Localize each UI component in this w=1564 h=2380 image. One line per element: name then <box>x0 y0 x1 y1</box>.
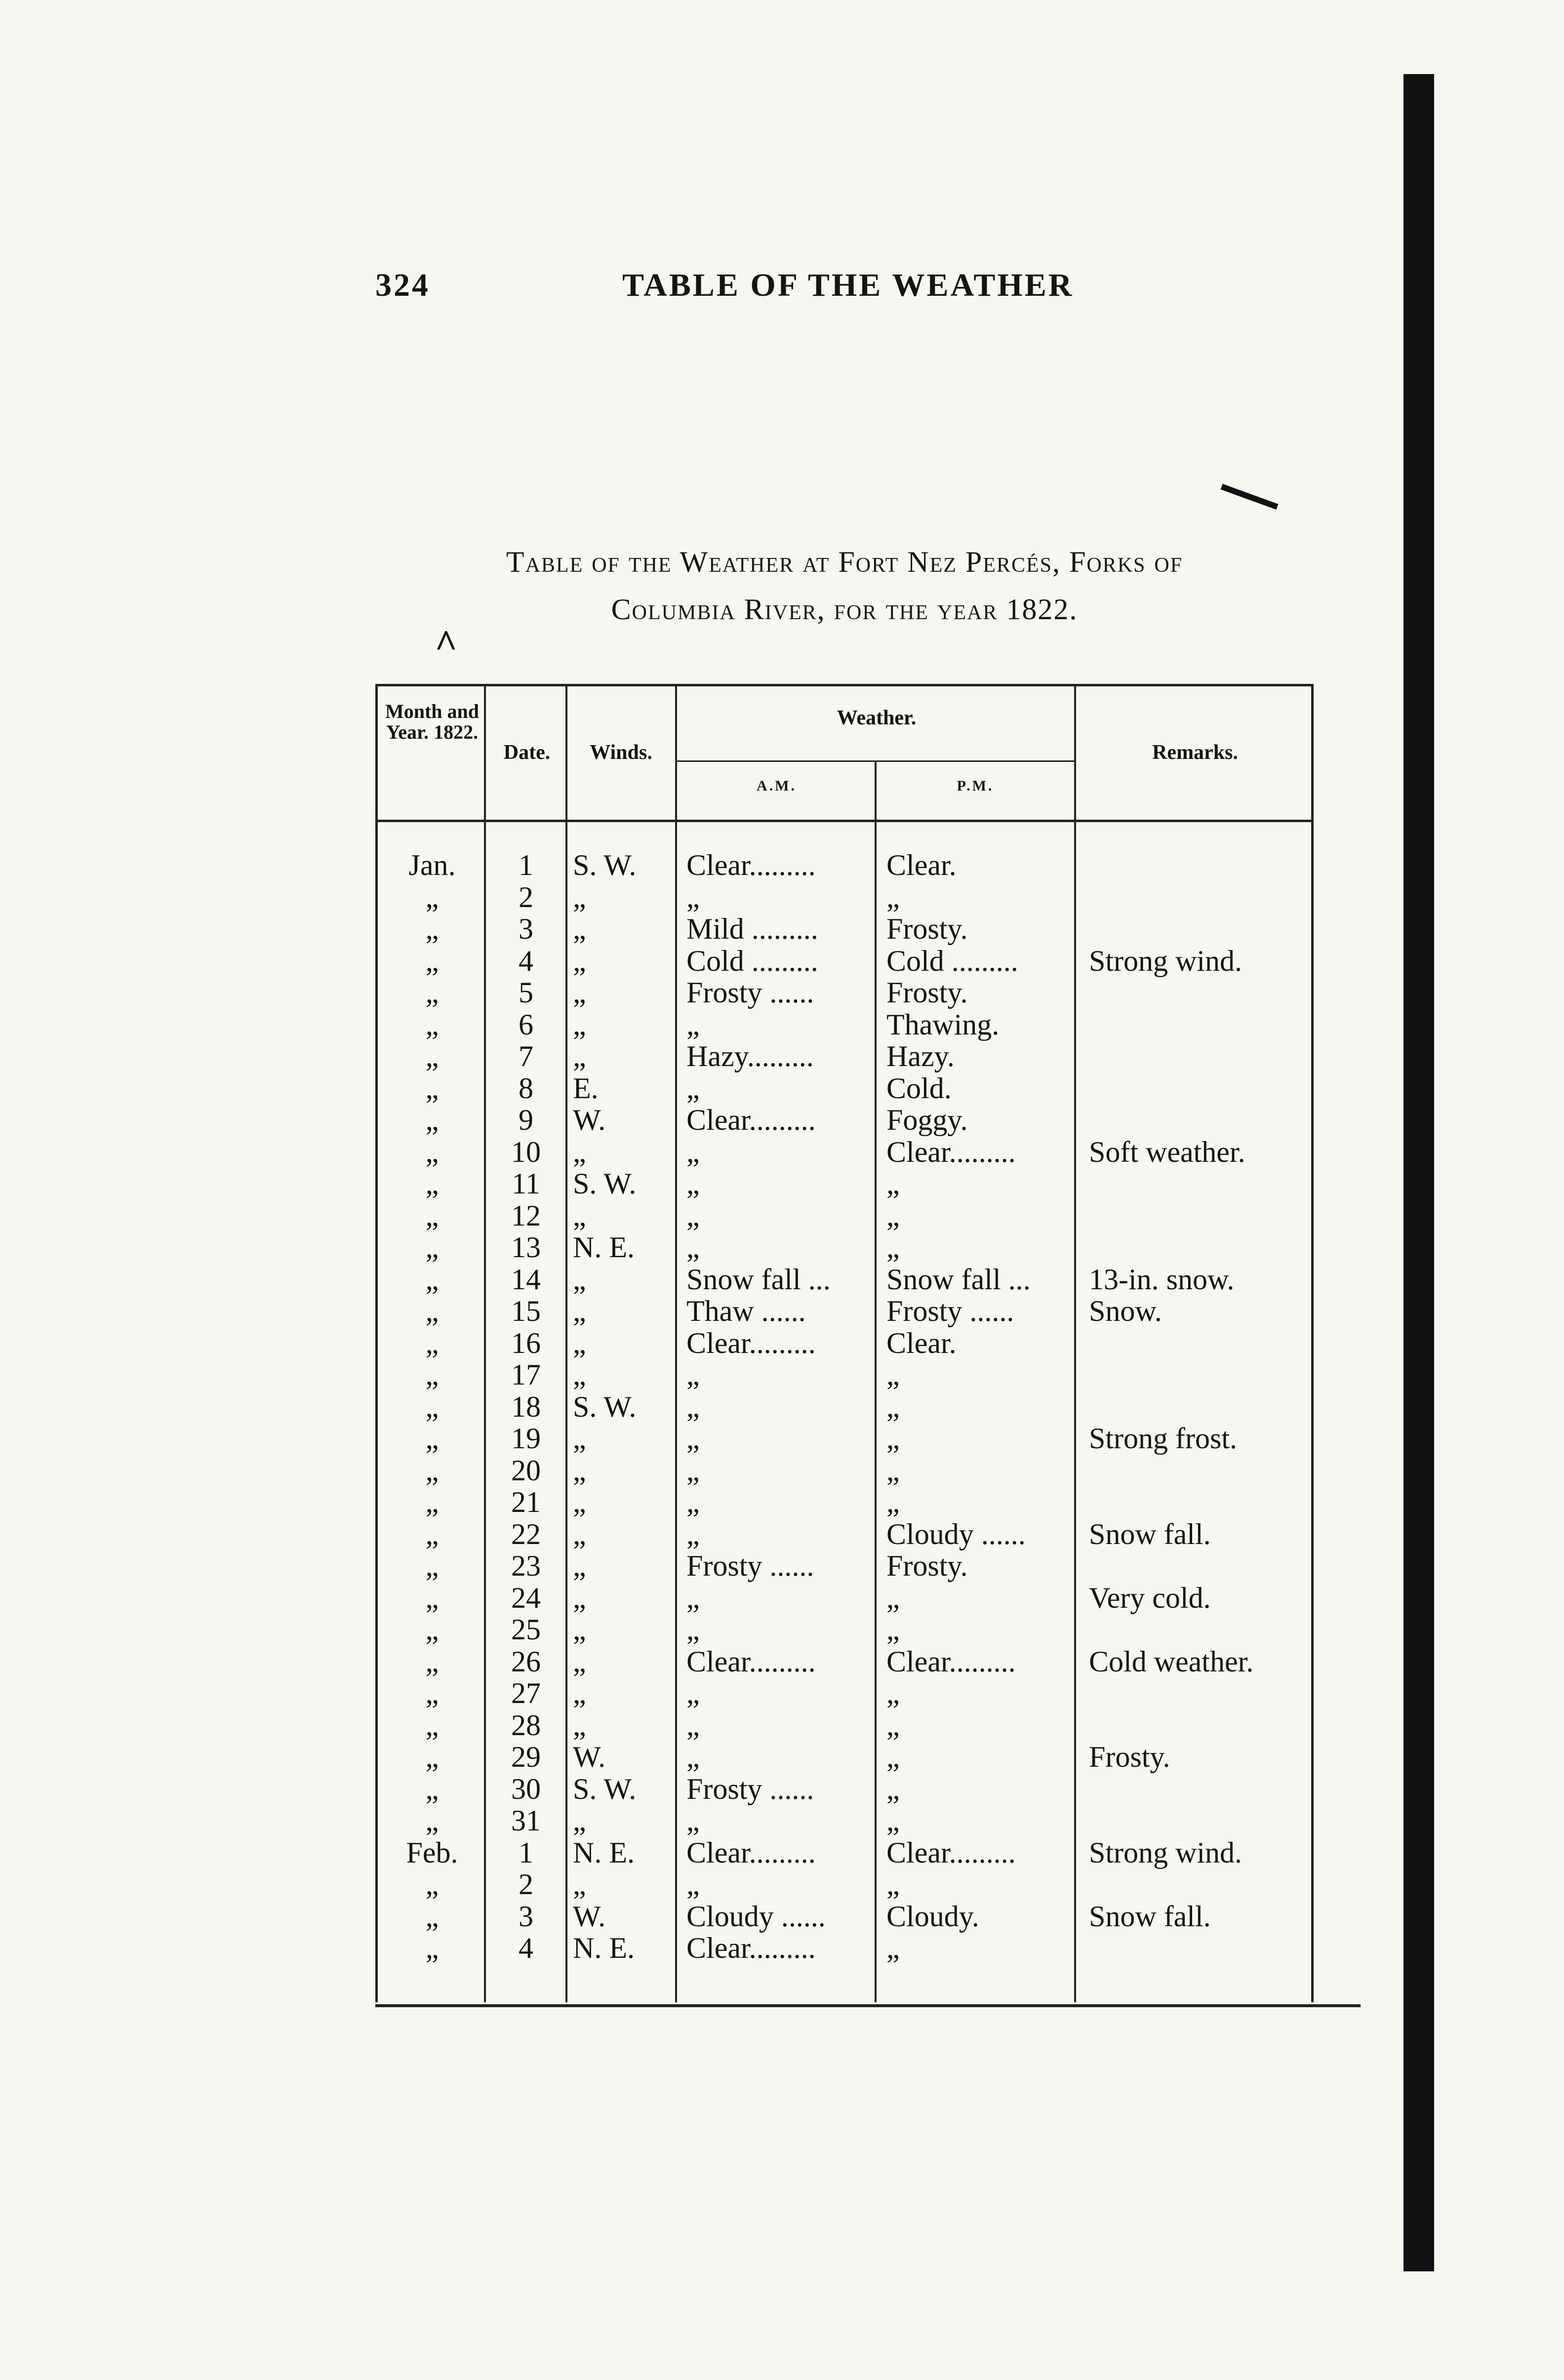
cell-date: 25 <box>511 1613 541 1646</box>
cell-winds: „ <box>573 912 586 945</box>
cell-month: „ <box>425 1071 439 1105</box>
cell-winds: „ <box>573 1581 586 1614</box>
cell-date: 15 <box>511 1295 541 1327</box>
cell-date: 28 <box>511 1708 541 1742</box>
table-row <box>378 1932 1311 1964</box>
cell-pm: „ <box>886 1390 900 1423</box>
cell-winds: S. W. <box>573 1167 637 1200</box>
cell-month: „ <box>425 1104 439 1136</box>
table-row <box>378 1136 1311 1168</box>
cell-date: 23 <box>511 1549 541 1582</box>
cell-month: „ <box>425 1454 439 1487</box>
cell-am: „ <box>686 1741 700 1773</box>
column-header-winds: Winds. <box>590 741 652 764</box>
table-row <box>378 1773 1311 1805</box>
cell-month: „ <box>425 1358 439 1391</box>
cell-pm: „ <box>886 1199 900 1232</box>
cell-month: „ <box>425 1135 439 1168</box>
cell-am: „ <box>686 1708 700 1742</box>
column-header-weather: Weather. <box>837 707 917 729</box>
column-header-date: Date. <box>503 741 551 764</box>
cell-date: 31 <box>511 1804 541 1837</box>
cell-month: „ <box>425 1167 439 1200</box>
cell-winds: „ <box>573 1677 586 1709</box>
cell-remarks: Strong wind. <box>1089 1836 1243 1869</box>
table-row <box>378 1104 1311 1136</box>
table-row <box>378 1550 1311 1582</box>
cell-pm: „ <box>886 1677 900 1709</box>
cell-pm: Frosty. <box>886 976 968 1009</box>
cell-winds: S. W. <box>573 1772 637 1805</box>
table-row <box>378 881 1311 913</box>
table-row <box>378 1200 1311 1232</box>
cell-date: 18 <box>511 1390 541 1423</box>
cell-winds: „ <box>573 1326 586 1359</box>
cell-date: 7 <box>519 1040 533 1072</box>
weather-table <box>375 684 1314 2002</box>
cell-month: „ <box>425 1486 439 1518</box>
cell-month: „ <box>425 1263 439 1296</box>
cell-am: Clear......... <box>686 1932 816 1964</box>
cell-month: „ <box>425 1581 439 1614</box>
cell-month: „ <box>425 880 439 913</box>
cell-date: 16 <box>511 1326 541 1359</box>
column-header-month: Month and Year. 1822. <box>385 700 480 743</box>
cell-pm: „ <box>886 1486 900 1518</box>
cell-remarks: Snow fall. <box>1089 1517 1211 1550</box>
cell-month: „ <box>425 1932 439 1964</box>
cell-remarks: Soft weather. <box>1089 1135 1245 1168</box>
cell-pm: „ <box>886 1868 900 1901</box>
cell-month: „ <box>425 1708 439 1742</box>
table-row <box>378 1264 1311 1296</box>
table-row <box>378 849 1311 881</box>
cell-pm: „ <box>886 1613 900 1646</box>
table-row <box>378 1040 1311 1072</box>
table-row <box>378 1327 1311 1359</box>
table-row <box>378 1901 1311 1933</box>
cell-date: 13 <box>511 1231 541 1264</box>
cell-am: „ <box>686 1231 700 1264</box>
cell-pm: Clear......... <box>886 1645 1016 1678</box>
cell-date: 3 <box>519 912 533 945</box>
cell-winds: W. <box>573 1741 606 1773</box>
cell-pm: Cloudy ...... <box>886 1517 1026 1550</box>
cell-pm: Clear......... <box>886 1135 1016 1168</box>
cell-remarks: Snow. <box>1089 1295 1162 1327</box>
column-header-pm: P.M. <box>957 778 994 794</box>
cell-month: „ <box>425 1645 439 1678</box>
cell-pm: „ <box>886 1741 900 1773</box>
cell-winds: „ <box>573 1199 586 1232</box>
cell-date: 4 <box>519 944 533 977</box>
cell-date: 1 <box>519 849 533 881</box>
cell-am: „ <box>686 1454 700 1487</box>
cell-month: „ <box>425 1741 439 1773</box>
page-number: 324 <box>375 267 430 303</box>
cell-am: „ <box>686 1581 700 1614</box>
cell-winds: „ <box>573 1549 586 1582</box>
table-body <box>378 849 1311 1964</box>
cell-month: „ <box>425 1326 439 1359</box>
cell-winds: „ <box>573 1868 586 1901</box>
cell-date: 11 <box>512 1167 540 1200</box>
cell-winds: „ <box>573 1645 586 1678</box>
cell-date: 29 <box>511 1741 541 1773</box>
cell-date: 26 <box>511 1645 541 1678</box>
cell-am: „ <box>686 1167 700 1200</box>
cell-pm: „ <box>886 880 900 913</box>
table-row <box>378 1709 1311 1742</box>
cell-am: Frosty ...... <box>686 1549 814 1582</box>
table-row <box>378 1391 1311 1423</box>
cell-am: Clear......... <box>686 1836 816 1869</box>
cell-date: 30 <box>511 1772 541 1805</box>
cell-am: „ <box>686 1358 700 1391</box>
cell-winds: „ <box>573 1486 586 1518</box>
printer-mark <box>1221 484 1279 510</box>
cell-winds: „ <box>573 1040 586 1072</box>
table-row <box>378 1582 1311 1614</box>
cell-winds: S. W. <box>573 1390 637 1423</box>
table-row <box>378 1614 1311 1646</box>
cell-month: „ <box>425 1390 439 1423</box>
cell-am: „ <box>686 1486 700 1518</box>
cell-pm: „ <box>886 1932 900 1964</box>
cell-am: „ <box>686 1517 700 1550</box>
cell-am: Clear......... <box>686 1645 816 1678</box>
cell-winds: „ <box>573 944 586 977</box>
cell-date: 21 <box>511 1486 541 1518</box>
cell-month: „ <box>425 1422 439 1455</box>
cell-month: „ <box>425 1008 439 1041</box>
table-row <box>378 1295 1311 1327</box>
cell-pm: „ <box>886 1231 900 1264</box>
table-row <box>378 1486 1311 1518</box>
cell-winds: „ <box>573 1008 586 1041</box>
cell-pm: Cold. <box>886 1071 952 1105</box>
cell-am: Hazy......... <box>686 1040 814 1072</box>
cell-am: „ <box>686 1613 700 1646</box>
cell-winds: N. E. <box>573 1231 635 1264</box>
cell-pm: Hazy. <box>886 1040 955 1072</box>
cell-winds: „ <box>573 1613 586 1646</box>
cell-winds: „ <box>573 976 586 1009</box>
cell-pm: „ <box>886 1804 900 1837</box>
cell-winds: „ <box>573 1358 586 1391</box>
cell-remarks: 13-in. snow. <box>1089 1263 1235 1296</box>
table-row <box>378 1837 1311 1869</box>
cell-am: Frosty ...... <box>686 1772 814 1805</box>
cell-date: 9 <box>519 1104 533 1136</box>
cell-date: 17 <box>511 1358 541 1391</box>
cell-winds: „ <box>573 1708 586 1742</box>
column-header-remarks: Remarks. <box>1152 741 1238 764</box>
cell-remarks: Strong frost. <box>1089 1422 1237 1455</box>
cell-date: 2 <box>519 880 533 913</box>
cell-winds: „ <box>573 1295 586 1327</box>
cell-pm: Frosty. <box>886 1549 968 1582</box>
cell-pm: Frosty. <box>886 912 968 945</box>
table-row <box>378 977 1311 1009</box>
header-rule <box>378 820 1311 822</box>
cell-pm: Clear......... <box>886 1836 1016 1869</box>
cell-month: „ <box>425 1199 439 1232</box>
cell-pm: Thawing. <box>886 1008 1000 1041</box>
cell-date: 27 <box>511 1677 541 1709</box>
cell-date: 6 <box>519 1008 533 1041</box>
cell-pm: Snow fall ... <box>886 1263 1031 1296</box>
cell-winds: W. <box>573 1104 606 1136</box>
cell-winds: „ <box>573 880 586 913</box>
cell-month: „ <box>425 976 439 1009</box>
cell-am: Thaw ...... <box>686 1295 806 1327</box>
cell-pm: Cold ......... <box>886 944 1018 977</box>
table-row <box>378 1423 1311 1455</box>
cell-winds: E. <box>573 1071 599 1105</box>
cell-winds: „ <box>573 1422 586 1455</box>
table-title <box>375 538 1314 633</box>
page-edge-bar <box>1404 74 1434 2271</box>
cell-month: „ <box>425 1613 439 1646</box>
cell-date: 20 <box>511 1454 541 1487</box>
weather-subheader-rule <box>677 760 1074 762</box>
cell-pm: „ <box>886 1422 900 1455</box>
table-row <box>378 1455 1311 1487</box>
cell-month: „ <box>425 1517 439 1550</box>
cell-am: „ <box>686 1868 700 1901</box>
cell-month: Jan. <box>408 849 456 881</box>
table-row <box>378 1518 1311 1550</box>
running-title: TABLE OF THE WEATHER <box>622 267 1074 303</box>
cell-remarks: Snow fall. <box>1089 1900 1211 1933</box>
cell-remarks: Very cold. <box>1089 1581 1211 1614</box>
cell-month: „ <box>425 1868 439 1901</box>
cell-month: „ <box>425 1231 439 1264</box>
cell-month: „ <box>425 1804 439 1837</box>
cell-date: 10 <box>511 1135 541 1168</box>
cell-am: Clear......... <box>686 849 816 881</box>
cell-date: 4 <box>519 1932 533 1964</box>
cell-remarks: Strong wind. <box>1089 944 1243 977</box>
cell-am: „ <box>686 1677 700 1709</box>
cell-date: 1 <box>519 1836 533 1869</box>
column-header-am: A.M. <box>757 778 797 794</box>
table-row <box>378 1359 1311 1391</box>
cell-month: „ <box>425 1677 439 1709</box>
cell-date: 5 <box>519 976 533 1009</box>
cell-month: „ <box>425 1772 439 1805</box>
cell-winds: N. E. <box>573 1836 635 1869</box>
cell-winds: W. <box>573 1900 606 1933</box>
cell-month: „ <box>425 944 439 977</box>
cell-pm: Clear. <box>886 1326 957 1359</box>
cell-am: „ <box>686 1804 700 1837</box>
cell-winds: N. E. <box>573 1932 635 1964</box>
cell-date: 3 <box>519 1900 533 1933</box>
cell-date: 24 <box>511 1581 541 1614</box>
cell-am: „ <box>686 1135 700 1168</box>
cell-am: „ <box>686 1390 700 1423</box>
cell-month: Feb. <box>406 1836 458 1869</box>
table-row <box>378 1009 1311 1041</box>
cell-am: Clear......... <box>686 1104 816 1136</box>
cell-date: 19 <box>511 1422 541 1455</box>
cell-am: „ <box>686 880 700 913</box>
cell-winds: „ <box>573 1454 586 1487</box>
cell-remarks: Cold weather. <box>1089 1645 1254 1678</box>
cell-pm: Frosty ...... <box>886 1295 1014 1327</box>
table-row <box>378 1741 1311 1773</box>
cell-pm: „ <box>886 1167 900 1200</box>
cell-am: Snow fall ... <box>686 1263 831 1296</box>
cell-date: 8 <box>519 1071 533 1105</box>
cell-am: Mild ......... <box>686 912 818 945</box>
caret-mark-icon: ^ <box>435 623 458 666</box>
table-row <box>378 1072 1311 1105</box>
cell-date: 12 <box>511 1199 541 1232</box>
table-row <box>378 1805 1311 1837</box>
table-title-line-1: Table of the Weather at Fort Nez Percés, Forks of <box>506 546 1183 578</box>
table-row <box>378 1646 1311 1678</box>
cell-am: „ <box>686 1008 700 1041</box>
cell-month: „ <box>425 1549 439 1582</box>
table-bottom-rule <box>375 2004 1361 2007</box>
cell-am: Clear......... <box>686 1326 816 1359</box>
cell-am: Frosty ...... <box>686 976 814 1009</box>
cell-date: 14 <box>511 1263 541 1296</box>
table-row <box>378 945 1311 977</box>
table-row <box>378 1168 1311 1200</box>
cell-pm: Cloudy. <box>886 1900 979 1933</box>
cell-month: „ <box>425 912 439 945</box>
cell-pm: „ <box>886 1708 900 1742</box>
cell-am: „ <box>686 1199 700 1232</box>
cell-month: „ <box>425 1900 439 1933</box>
cell-am: „ <box>686 1071 700 1105</box>
table-row <box>378 1231 1311 1264</box>
cell-month: „ <box>425 1295 439 1327</box>
cell-remarks: Frosty. <box>1089 1741 1170 1773</box>
table-title-line-2: Columbia River, for the year 1822. <box>611 593 1078 626</box>
cell-winds: „ <box>573 1804 586 1837</box>
cell-date: 2 <box>519 1868 533 1901</box>
cell-pm: „ <box>886 1581 900 1614</box>
cell-pm: „ <box>886 1358 900 1391</box>
cell-am: Cloudy ...... <box>686 1900 826 1933</box>
cell-pm: „ <box>886 1454 900 1487</box>
cell-am: Cold ......... <box>686 944 818 977</box>
cell-am: „ <box>686 1422 700 1455</box>
cell-pm: „ <box>886 1772 900 1805</box>
table-row <box>378 1677 1311 1709</box>
cell-winds: „ <box>573 1517 586 1550</box>
cell-winds: „ <box>573 1135 586 1168</box>
table-row <box>378 913 1311 945</box>
cell-pm: Clear. <box>886 849 957 881</box>
cell-winds: S. W. <box>573 849 637 881</box>
cell-month: „ <box>425 1040 439 1072</box>
cell-pm: Foggy. <box>886 1104 968 1136</box>
cell-date: 22 <box>511 1517 541 1550</box>
cell-winds: „ <box>573 1263 586 1296</box>
table-row <box>378 1868 1311 1901</box>
